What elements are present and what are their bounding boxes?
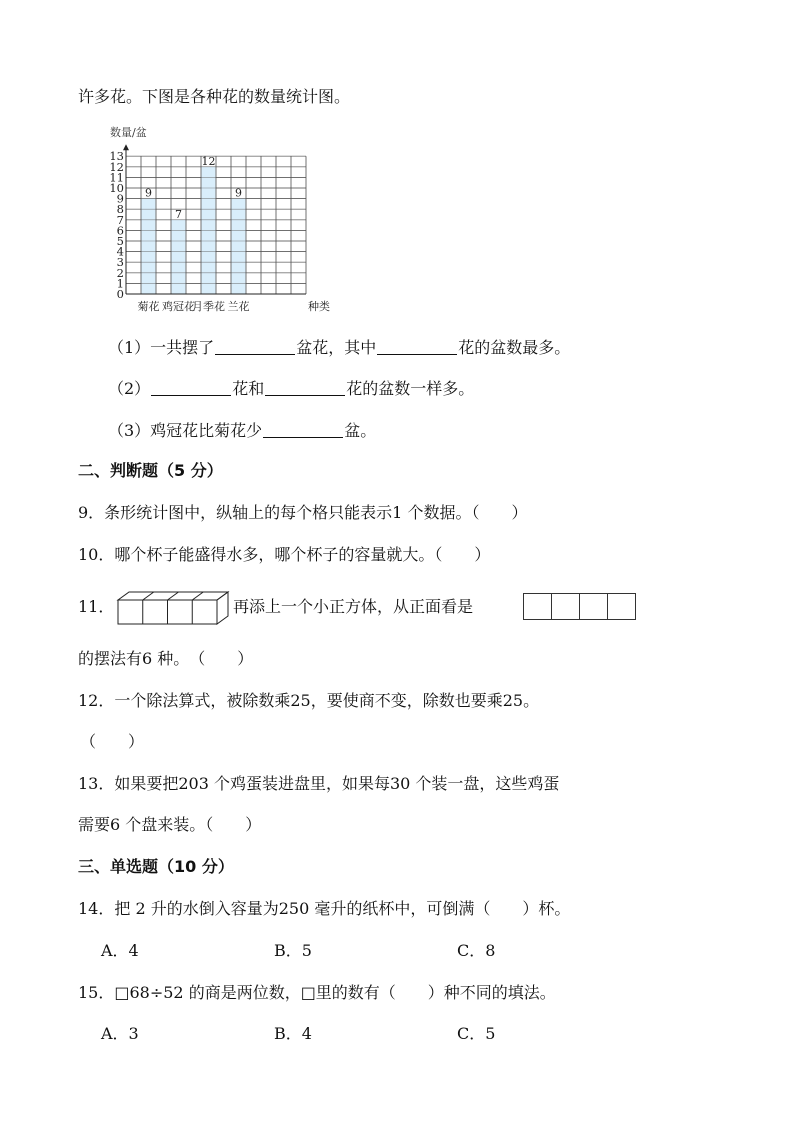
flower-bar-chart xyxy=(100,122,360,322)
section3-title: 三、单选题（10 分） xyxy=(78,857,234,876)
q8-sub2-blank-2[interactable] xyxy=(265,379,345,396)
y-tick-label: 12 xyxy=(109,159,124,174)
x-category-label: 兰花 xyxy=(227,300,250,313)
q15-option-c[interactable]: C．5 xyxy=(457,1024,496,1043)
q8-sub1-text-b: 盆花，其中 xyxy=(296,338,377,357)
y-tick-label: 8 xyxy=(116,202,124,217)
y-axis-label: 数量/盆 xyxy=(110,126,147,139)
q14-option-c[interactable]: C．8 xyxy=(457,941,496,960)
q8-sub1-blank-most[interactable] xyxy=(377,338,457,355)
bar xyxy=(172,220,186,294)
q14-option-b[interactable]: B．5 xyxy=(274,941,312,960)
q8-sub1-text-a: （1）一共摆了 xyxy=(108,338,215,357)
front-view-cell xyxy=(523,593,552,620)
intro-text: 许多花。下图是各种花的数量统计图。 xyxy=(78,87,351,106)
y-tick-label: 4 xyxy=(116,244,124,259)
y-tick-label: 6 xyxy=(116,223,124,238)
y-tick-label: 3 xyxy=(116,255,124,270)
y-tick-label: 5 xyxy=(116,234,124,248)
q11-number: 11． xyxy=(78,597,115,616)
y-tick-label: 7 xyxy=(116,212,124,227)
front-view-figure xyxy=(524,593,636,620)
front-view-cell xyxy=(607,593,636,620)
y-tick-label: 13 xyxy=(109,149,124,164)
q13-text-line2: 需要6 个盘来装。（ ） xyxy=(78,815,262,834)
y-tick-label: 11 xyxy=(109,170,124,185)
q8-sub3-text-b: 盆。 xyxy=(344,421,377,440)
q8-sub3-blank[interactable] xyxy=(263,421,343,438)
q15-option-a[interactable]: A．3 xyxy=(101,1024,139,1043)
q10-text: 10．哪个杯子能盛得水多，哪个杯子的容量就大。（ ） xyxy=(78,545,491,564)
bar xyxy=(232,199,246,294)
y-tick-label: 1 xyxy=(116,276,124,291)
y-tick-label: 0 xyxy=(116,287,124,301)
q15-text: 15．□68÷52 的商是两位数，□里的数有（ ）种不同的填法。 xyxy=(78,983,556,1002)
x-category-label: 月季花 xyxy=(192,300,225,313)
q8-sub1 xyxy=(108,337,570,359)
q9-text: 9．条形统计图中，纵轴上的每个格只能表示1 个数据。（ ） xyxy=(78,503,528,522)
bar-value-label: 9 xyxy=(235,186,242,200)
q8-sub1-blank-total[interactable] xyxy=(215,338,295,355)
q14-text: 14．把 2 升的水倒入容量为250 毫升的纸杯中，可倒满（ ）杯。 xyxy=(78,899,571,918)
q11-end-text: 的摆法有6 种。 （ ） xyxy=(78,649,254,668)
q12-answer-paren: （ ） xyxy=(80,732,145,751)
q8-sub2-text-b: 花和 xyxy=(232,379,265,398)
q15-option-b[interactable]: B．4 xyxy=(274,1024,312,1043)
x-axis-label: 种类 xyxy=(308,300,330,313)
front-view-cell xyxy=(551,593,580,620)
q8-sub2-text-a: （2） xyxy=(108,379,151,398)
x-category-label: 鸡冠花 xyxy=(162,300,195,313)
y-tick-label: 10 xyxy=(109,181,124,195)
q14-option-a[interactable]: A．4 xyxy=(101,941,139,960)
q8-sub1-text-c: 花的盆数最多。 xyxy=(458,338,571,357)
section2-title: 二、判断题（5 分） xyxy=(78,461,223,480)
x-category-label: 菊花 xyxy=(137,300,160,313)
bar-value-label: 12 xyxy=(201,154,216,168)
front-view-cell xyxy=(579,593,608,620)
q8-sub2 xyxy=(108,378,474,400)
y-tick-label: 9 xyxy=(116,191,124,206)
q11-middle-text: 再添上一个小正方体，从正面看是 xyxy=(233,597,474,616)
q13-text-line1: 13．如果要把203 个鸡蛋装进盘里，如果每30 个装一盘，这些鸡蛋 xyxy=(78,774,560,793)
q8-sub2-text-c: 花的盆数一样多。 xyxy=(346,379,475,398)
bar-value-label: 7 xyxy=(175,207,182,221)
q8-sub3 xyxy=(108,420,376,442)
y-tick-label: 2 xyxy=(116,265,124,280)
bar xyxy=(142,199,156,294)
cube-row-figure xyxy=(116,590,232,626)
bar-value-label: 9 xyxy=(145,186,152,200)
q12-text: 12．一个除法算式，被除数乘25，要使商不变，除数也要乘25。 xyxy=(78,691,540,710)
q8-sub3-text-a: （3）鸡冠花比菊花少 xyxy=(108,421,263,440)
q8-sub2-blank-1[interactable] xyxy=(151,379,231,396)
